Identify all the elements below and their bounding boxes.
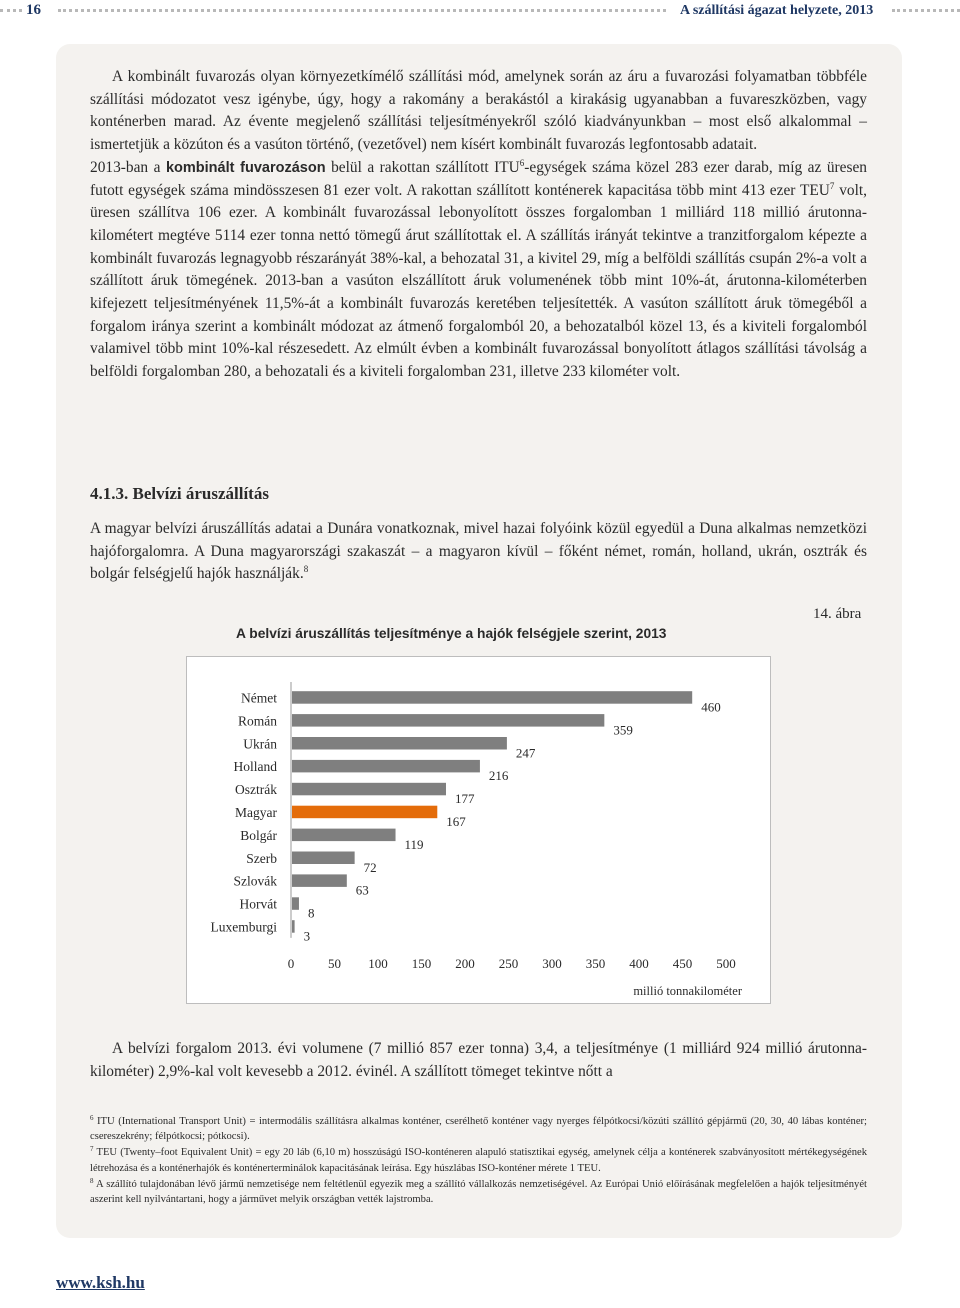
category-label: Magyar <box>235 804 277 820</box>
footnote-8-number: 8 <box>90 1176 94 1185</box>
x-tick-label: 450 <box>672 955 693 971</box>
bar-0 <box>292 691 692 704</box>
footnote-6-number: 6 <box>90 1114 94 1122</box>
bar-2 <box>292 737 507 750</box>
intro-text <box>90 66 867 384</box>
running-title: A szállítási ágazat helyzete, 2013 <box>680 3 874 18</box>
x-tick-label: 400 <box>629 955 649 971</box>
after-chart-paragraph: A belvízi forgalom 2013. évi volumene (7 millió 857 ezer tonna) 3,4, a teljesítménye (1 milliárd 924 millió árutonna-kilométer) 2,9%-kal volt kevesebb a 2012. évinél. A szállított tömeget tekintve nőtt a <box>90 1040 867 1080</box>
x-tick-label: 250 <box>498 955 519 971</box>
bar-10 <box>292 920 295 933</box>
data-label: 72 <box>363 859 377 875</box>
bar-1 <box>292 714 604 727</box>
figure-number: 14. ábra <box>813 606 862 622</box>
footnote-ref-7: 7 <box>829 180 835 191</box>
chart-title: A belvízi áruszállítás teljesítménye a hajók felségjele szerint, 2013 <box>236 626 667 641</box>
bar-5 <box>292 806 437 819</box>
bar-3 <box>292 760 480 773</box>
x-tick-label: 0 <box>287 955 295 971</box>
category-label: Osztrák <box>235 782 277 798</box>
bar-9 <box>292 897 299 910</box>
x-tick-label: 50 <box>328 955 341 971</box>
data-label: 63 <box>355 882 369 898</box>
page-number: 16 <box>26 2 41 18</box>
section-text <box>90 518 867 586</box>
category-label: Szerb <box>246 850 277 866</box>
footnote-ref-6: 6 <box>519 157 525 168</box>
x-axis-title: millió tonnakilométer <box>633 983 742 998</box>
category-label: Luxemburgi <box>210 919 277 935</box>
data-label: 216 <box>488 768 509 784</box>
category-label: Német <box>241 690 277 706</box>
category-label: Horvát <box>239 896 277 912</box>
header-dots-left <box>0 9 22 12</box>
p2-part-a: 2013-ban a <box>90 158 166 176</box>
bar-4 <box>292 783 446 796</box>
data-label: 119 <box>404 836 424 852</box>
footnote-8-text: A szállító tulajdonában lévő jármű nemzetisége nem feltétlenül egyezik meg a szállító vállalkozás nemzetiségével. Az Európai Unió előírásának megfelelően a hajók teljesítményét aszerint kell nyilvántartani, hogy a járművet melyik országban vették lajstromba. <box>90 1178 867 1206</box>
header-dots <box>58 9 666 12</box>
category-label: Ukrán <box>243 736 277 752</box>
data-label: 359 <box>613 722 633 738</box>
x-tick-label: 200 <box>455 955 475 971</box>
intro-paragraph-2 <box>90 157 867 384</box>
chart-box <box>186 656 771 1004</box>
x-tick-label: 350 <box>585 955 606 971</box>
footnotes <box>90 1114 867 1208</box>
category-label: Holland <box>233 759 277 775</box>
page-header <box>0 0 960 20</box>
data-label: 3 <box>303 928 311 944</box>
section-paragraph <box>90 518 867 586</box>
p2-bold-term: kombinált fuvarozáson <box>165 159 326 176</box>
after-chart-text <box>90 1038 867 1083</box>
footnote-6-text: ITU (International Transport Unit) = intermodális szállításra alkalmas konténer, cserélhető konténer vagy nyerges félpótkocsi/közúti szállító gépjármű (20, 30, 40 lábas konténer; csereszekrény; félpótkocsi; pótkocsi). <box>90 1116 867 1143</box>
footnote-7-number: 7 <box>90 1145 94 1154</box>
category-label: Román <box>238 713 277 729</box>
bar-7 <box>292 852 355 865</box>
p2-part-b: belül a rakottan szállított ITU <box>325 158 520 176</box>
header-dots-right <box>892 9 960 12</box>
bar-chart <box>187 657 770 1003</box>
data-label: 247 <box>515 745 536 761</box>
data-label: 167 <box>446 813 466 829</box>
section-paragraph-text: A magyar belvízi áruszállítás adatai a Dunára vonatkoznak, mivel hazai folyóink közül egyedül a Duna alkalmas nemzetközi hajóforgalomra. A Duna magyarországi szakaszát – a magyaron kívül – főként német, román, holland, ukrán, osztrák és bolgár felségjelű hajók használják. <box>90 520 867 583</box>
category-label: Bolgár <box>240 827 277 843</box>
footnote-ref-8: 8 <box>303 564 309 575</box>
section-heading: 4.1.3. Belvízi áruszállítás <box>90 484 269 503</box>
x-tick-label: 500 <box>716 955 736 971</box>
footnote-6 <box>90 1114 867 1144</box>
bar-8 <box>292 874 347 887</box>
data-label: 8 <box>307 905 315 921</box>
intro-paragraph-1: A kombinált fuvarozás olyan környezetkímélő szállítási mód, amelynek során az áru a fuvarozási folyamatban többféle szállítási módozatot vesz igénybe, úgy, hogy a rakomány a berakástól a kirakásig ugyanabban a fuvareszközben, vagy konténerben marad. Az évente megjelenő szállítási teljesítményekről szóló kiadványunkban – most első alkalommal – ismertetjük a közúton és a vasúton történő, (vezetővel) nem kísért kombinált fuvarozás legfontosabb adatait. <box>90 68 867 154</box>
p2-part-c: -egységek száma közel 283 ezer darab, míg az üresen futott egységek száma mindösszesen 81 ezer volt. A rakottan szállított konténerek kapacitása több mint 413 ezer TEU <box>90 158 868 199</box>
p2-part-d: volt, üresen szállítva 106 ezer. A kombinált fuvarozással lebonyolított összes forgalomban 1 milliárd 118 millió árutonna-kilométert megtéve 5114 ezer tonna nettó tömegű árut szállítottak el. A szállítás irányát tekintve a tranzitforgalom képezte a kombinált fuvarozás legnagyobb részarányát 38%-kal, a behozatal 31, a kivitel 29, míg a belföldi szállítás csupán 2%-a volt a szállított áruk tömegének. 2013-ban a vasúton elszállított áruk volumenének több mint 10%-át, árutonna-kilométerben kifejezett teljesítményének 11,5%-át a kombinált fuvarozás keretében teljesítették. A vasúton szállított áruk tömegéből a forgalom iránya szerint a kombinált módozat az átmenő forgalomból 20, a behozatalból közel 13, és a kiviteli forgalomból valamivel több mint 10%-kal részesedett. Az elmúlt évben a kombinált fuvarozással bonyolított átlagos szállítási távolság a belföldi forgalomban 280, a behozatali és a kiviteli forgalomban 231, illetve 233 kilométer volt. <box>90 181 868 381</box>
x-tick-label: 150 <box>411 955 432 971</box>
category-label: Szlovák <box>233 873 277 889</box>
footnote-7 <box>90 1145 867 1175</box>
data-label: 460 <box>701 699 721 715</box>
footnote-8 <box>90 1177 867 1207</box>
x-tick-label: 100 <box>368 955 388 971</box>
bar-6 <box>292 829 396 842</box>
data-label: 177 <box>454 791 475 807</box>
footnote-7-text: TEU (Twenty–foot Equivalent Unit) = egy 20 láb (6,10 m) hosszúságú ISO-konténeren alapuló statisztikai egység, amelynek célja a konténerek szabványosított mértékegységének létrehozása és a konténerhajók és konténerterminálok kapacitásának leírása. Egy húszlábas ISO-konténer mérete 1 TEU. <box>90 1147 867 1174</box>
site-link[interactable]: www.ksh.hu <box>56 1273 145 1292</box>
x-tick-label: 300 <box>542 955 562 971</box>
